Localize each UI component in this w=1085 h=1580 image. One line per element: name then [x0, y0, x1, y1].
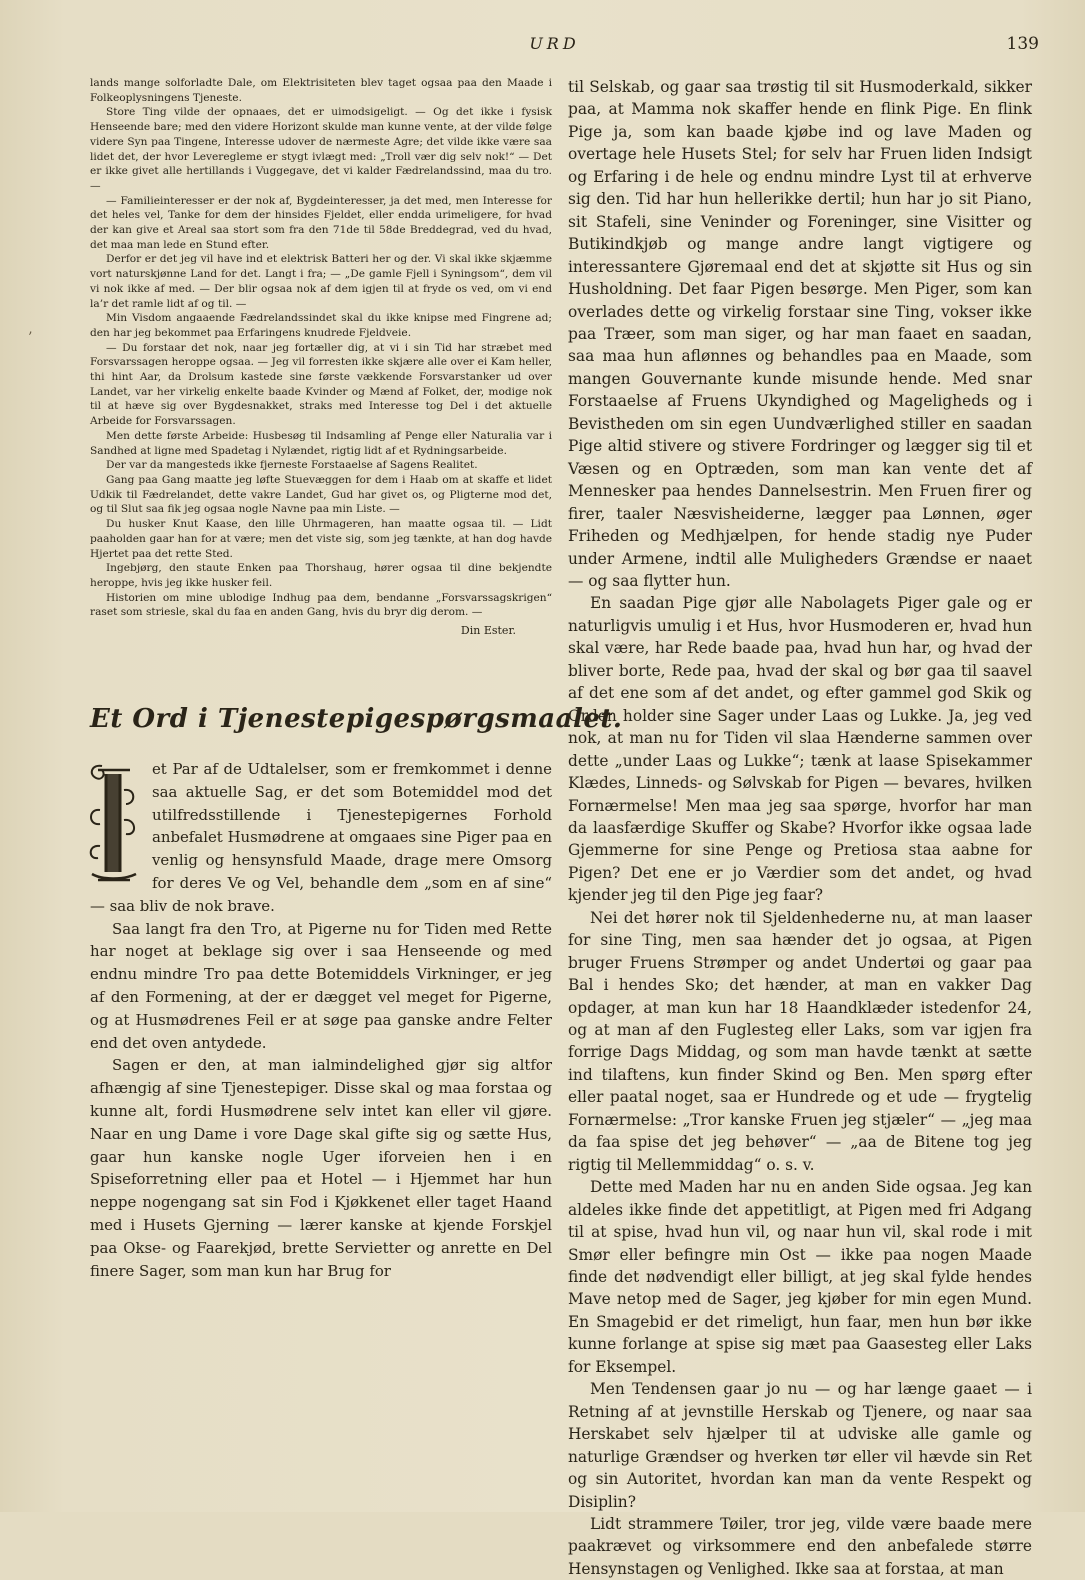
letter-paragraph: Du husker Knut Kaase, den lille Uhrmageren, han maatte ogsaa til. — Lidt paaholden gaar han for at være; men det viste sig, som jeg tænkte, at han dog havde Hjertet paa det rette Sted. [90, 518, 552, 560]
article-paragraph: til Selskab, og gaar saa trøstig til sit Husmoderkald, sikker paa, at Mamma nok skaffer hende en flink Pige. En flink Pige ja, som kan baade kjøbe ind og lave Maden og overtage hele Husets Stel; for selv har Fruen liden Indsigt og Erfaring i de hele og endnu mindre Lyst til at erhverve sig den. Tid har hun hellerikke dertil; hun har jo sit Piano, sit Stafeli, sine Veninder og Foreninger, sine Visitter og Butikindkjøb og mange andre langt vigtigere og interessantere Gjøremaal end det at skjøtte sit Hus og sin Husholdning. Det faar Pigen besørge. Men Piger, som kan overlades dette og virkelig forstaar sine Ting, vokser ikke paa Træer, som man siger, og har man faaet en saadan, saa maa hun aflønnes og behandles paa en Maade, som mangen Gouvernante kunde misunde hende. Med snar Forstaaelse af Fruens Ukyndighed og Mageligheds og i Bevistheden om sin egen Uundværlighed stiller en saadan Pige altid stivere og stivere Fordringer og lægger sig til et Væsen og en Optræden, som man kan vente det af Mennesker paa hendes Dannelsestrin. Men Fruen firer og firer, taaler Næsvisheiderne, lægger paa Lønnen, øger Friheden og Medhjælpen, for hende stadig nye Puder under Armene, indtil alle Muligheders Grændse er naaet — og saa flytter hun. [568, 78, 1032, 590]
article-paragraph: Lidt strammere Tøiler, tror jeg, vilde være baade mere paakrævet og virksommere end den anbefalede større Hensynstagen og Venlighed. Ikke saa at forstaa, at man [568, 1515, 1032, 1578]
letter-paragraph: Der var da mangesteds ikke fjerneste Forstaaelse af Sagens Realitet. [106, 459, 478, 472]
article-paragraph: et Par af de Udtalelser, som er fremkommet i denne saa aktuelle Sag, er det som Botemiddel mod det utilfredsstillende i Tjenestepigernes Forhold anbefalet Husmødrene at omgaaes sine Piger paa en venlig og hensynsfuld Maade, drage mere Omsorg for deres Ve og Vel, behandle dem „som en af sine“ — saa bliv de nok brave. [90, 760, 552, 915]
dropcap-flourish [92, 766, 104, 779]
dropcap-body [106, 774, 120, 872]
running-title: URD [529, 34, 580, 53]
letter-section [90, 76, 552, 638]
article-paragraph: Dette med Maden har nu en anden Side ogsaa. Jeg kan aldeles ikke finde det appetitligt, at Pigen med fri Adgang til at spise, hvad hun vil, og naar hun vil, skal rode i mit Smør eller befingre min Ost — ikke paa nogen Maade finde det nødvendigt eller billigt, at jeg skal fylde hendes Mave netop med de Sager, jeg kjøber for min egen Mund. En Smagebid er det rimeligt, hun faar, men hun bør ikke kunne forlange at spise sig mæt paa Gaasesteg eller Laks for Eksempel. [568, 1178, 1032, 1376]
letter-signature: Din Ester. [460, 624, 516, 638]
letter-paragraph: — Familieinteresser er der nok af, Bygdeinteresser, ja det med, men Interesse for det heles vel, Tanke for dem der hinsides Fjeldet, eller endda urimeligere, for hvad der kan give et Areal saa stort som fra den 71de til 58de Breddegrad, ved du hvad, det maa man lede en Stund efter. [90, 194, 552, 251]
article-title: Et Ord i Tjenestepigespørgsmaalet. [90, 704, 623, 735]
letter-paragraph: Min Visdom angaaende Fædrelandssindet skal du ikke knipse med Fingrene ad; den har jeg bekommet paa Erfaringens knudrede Fjeldveie. [90, 312, 552, 339]
letter-paragraph: Historien om mine ublodige Indhug paa dem, bendanne „Forsvarssagskrigen“ raset som striesle, skal du faa en anden Gang, hvis du bryr dig derom. — [90, 591, 552, 619]
letter-paragraph: Ingebjørg, den staute Enken paa Thorshaug, hører ogsaa til dine bekjendte heroppe, hvis jeg ikke husker feil. [90, 562, 552, 589]
article-body-left [90, 758, 552, 1282]
article-paragraph: Men Tendensen gaar jo nu — og har længe gaaet — i Retning af at jevnstille Herskab og Tjenere, og naar saa Herskabet selv hjælper til at udviske alle gamle og naturlige Grændser og hverken tør eller vil hævde sin Ret og sin Autoritet, hvordan kan man da vente Respekt og Disiplin? [568, 1380, 1032, 1511]
ornamental-dropcap [84, 760, 142, 888]
article-paragraph: Sagen er den, at man ialmindelighed gjør sig altfor afhængig af sine Tjenestepiger. Disse skal og maa forstaa og kunne alt, fordi Husmødrene selv intet kan eller vil gjøre. Naar en ung Dame i vore Dage skal gifte sig og sætte Hus, gaar hun kanske nogle Uger iforveien hen i en Spiseforretning eller paa et Hotel — i Hjemmet har hun neppe nogengang sat sin Fod i Kjøkkenet eller taget Haand med i Husets Gjerning — lærer kanske at kjende Forskjel paa Okse- og Faarekjød, brette Servietter og anrette en Del finere Sager, som man kun har Brug for [90, 1056, 552, 1280]
letter-paragraph: Men dette første Arbeide: Husbesøg til Indsamling af Penge eller Naturalia var i Sandhed at ligne med Spadetag i Nylændet, rigtig lidt af et Rydningsarbeide. [90, 429, 552, 457]
letter-paragraph: Derfor er det jeg vil have ind et elektrisk Batteri her og der. Vi skal ikke skjæmme vort naturskjønne Land for det. Langt i fra; — „De gamle Fjell i Syningsom“, dem vil vi nok ikke af med. — Der blir ogsaa nok af dem igjen til at fryde os ved, om vi end la’r det ramle lidt af og til. — [90, 253, 552, 310]
right-column [568, 76, 1032, 1578]
letter-paragraph: Gang paa Gang maatte jeg løfte Stuevæggen for dem i Haab om at skaffe et lidet Udkik til Fædrelandet, dette vakre Landet, Gud har givet os, og Pligterne mod det, og til Slut saa fik jeg ogsaa nogle Navne paa min Liste. — [90, 473, 552, 516]
dropcap-base [92, 874, 136, 880]
page-number: 139 [1006, 34, 1039, 54]
margin-mark: ’ [28, 330, 33, 346]
page-header [70, 34, 1039, 64]
article-paragraph: En saadan Pige gjør alle Nabolagets Piger gale og er naturligvis umulig i et Hus, hvor Husmoderen er, hvad hun skal være, har Rede baade paa, hvad hun har, og hvad der bliver borte, Rede paa, hvad der skal og bør gaa til saavel af det ene som af det andet, og efter gammel god Skik og Orden holder sine Sager under Laas og Lukke. Ja, jeg ved nok, at man nu for Tiden vil slaa Hænderne sammen over dette „under Laas og Lukke“; tænk at laase Spisekammer Klædes, Linneds- og Sølvskab for Pigen — bevares, hvilken Fornærmelse! Men maa jeg saa spørge, hvorfor har man da laasfærdige Skuffer og Skabe? Hvorfor ikke ogsaa lade Gjemmerne for sine Penge og Pretiosa staa aabne for Pigen? Det ene er jo Værdier som det andet, og hvad kjender jeg til den Pige jeg faar? [568, 594, 1032, 905]
letter-paragraph: — Du forstaar det nok, naar jeg fortæller dig, at vi i sin Tid har stræbet med Forsvarssagen heroppe ogsaa. — Jeg vil forresten ikke skjære alle over ei Kam heller, thi hint Aar, da Drolsum kastede sine første vækkende Forsvarstanker ud over Landet, var her virkelig enkelte baade Kvinder og Mænd af Folket, der, modige nok til at hæve sig over Bygdesnakket, straks med Interesse tog Del i det aktuelle Arbeide for Forsvarssagen. [90, 341, 552, 428]
article-paragraph: Saa langt fra den Tro, at Pigerne nu for Tiden med Rette har noget at beklage sig over i saa Henseende og med endnu mindre Tro paa dette Botemiddels Virkninger, er jeg af den Formening, at der er dægget vel meget for Pigerne, og at Husmødrenes Feil er at søge paa ganske andre Felter end det oven antydede. [90, 919, 552, 1052]
letter-paragraph: Store Ting vilde der opnaaes, det er uimodsigeligt. — Og det ikke i fysisk Henseende bare; med den videre Horizont skulde man kunne vente, at der vilde følge videre Syn paa Tingene, Interesse udover de nærmeste Agre; det vilde ikke være saa lidet det, der hvor Leveregleme er stygt ivlægt med: „Troll vær dig selv nok!“ — Det er ikke givet alle hertillands i Vuggegave, det vi kalder Fædrelandssind, maa du tro. — [90, 106, 552, 192]
article-paragraph: Nei det hører nok til Sjeldenhederne nu, at man laaser for sine Ting, men saa hænder det jo ogsaa, at Pigen bruger Fruens Strømper og andet Undertøi og gaar paa Bal i hendes Sko; det hænder, at man en vakker Dag opdager, at man kun har 18 Haandklæder istedenfor 24, og at man af den Fuglesteg eller Laks, som var igjen fra forrige Dags Middag, og som man havde tænkt at sætte ind tilaftens, kun finder Skind og Ben. Men spørg efter eller paatal noget, saa er Hundrede og et ude — frygtelig Fornærmelse: „Tror kanske Fruen jeg stjæler“ — „jeg maa da faa spise det jeg behøver“ — „aa de Bitene tog jeg rigtig til Mellemmiddag“ o. s. v. [568, 908, 1032, 1174]
left-column [90, 76, 623, 1486]
letter-paragraph: lands mange solforladte Dale, om Elektrisiteten blev taget ogsaa paa den Maade i Folkeoplysningens Tjeneste. [90, 77, 552, 104]
